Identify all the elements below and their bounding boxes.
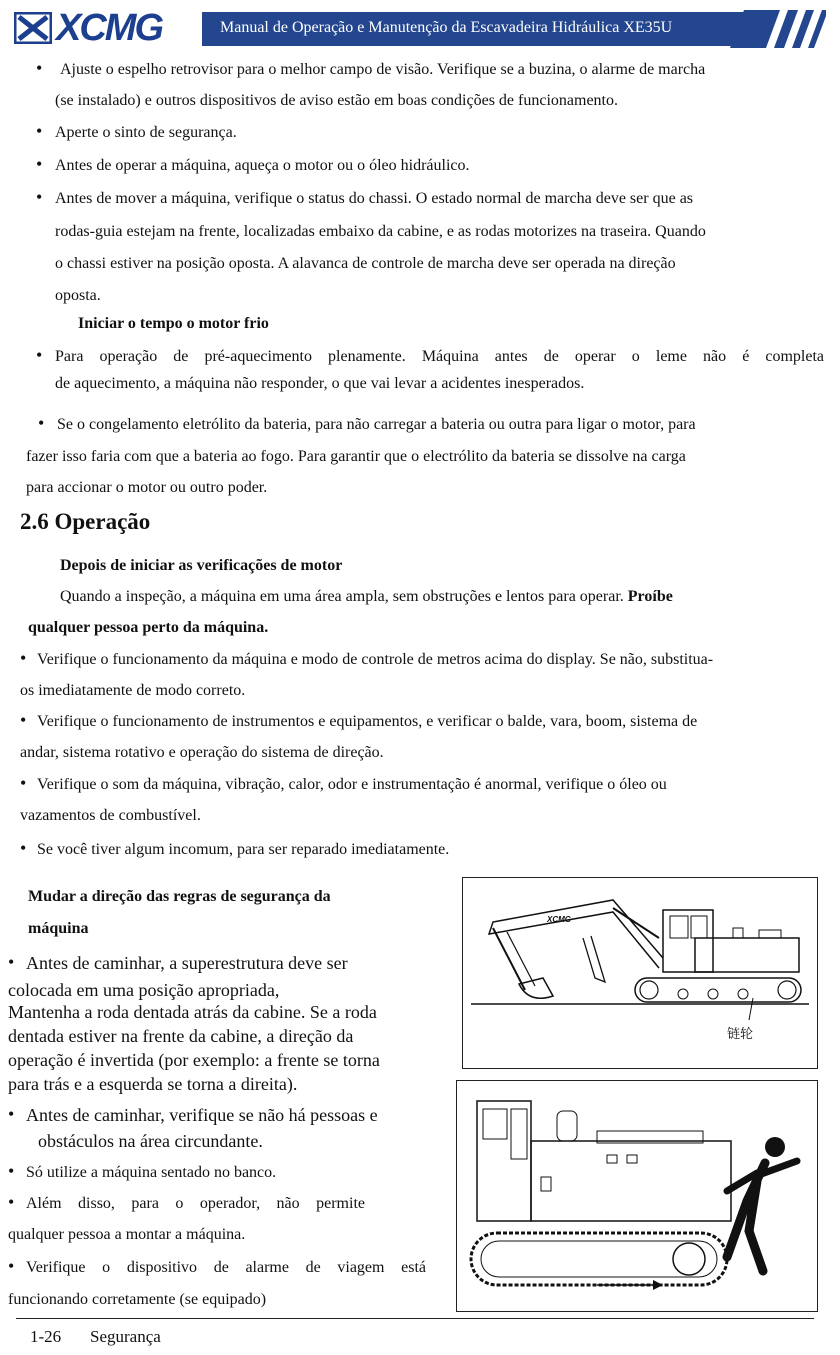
intro-text: Quando a inspeção, a máquina em uma área ampla, sem obstruções e lentos para operar. xyxy=(60,588,624,605)
cold-start-heading: Iniciar o tempo o motor frio xyxy=(78,315,269,332)
bullet: • xyxy=(20,648,27,668)
d1-line2: colocada em uma posição apropriada, xyxy=(8,980,280,1000)
section-title: 2.6 Operação xyxy=(20,509,151,534)
xcmg-logo xyxy=(14,8,196,48)
b4-line3: o chassi estiver na posição oposta. A alavanca de controle de marcha deve ser operada na direção xyxy=(55,255,676,272)
bullet: • xyxy=(36,58,43,78)
header-slashes-icon xyxy=(730,10,826,48)
section-intro-line1 xyxy=(60,587,673,607)
d5-line1: Verifique o dispositivo de alarme de viagem está xyxy=(26,1259,426,1276)
d1-line6: para trás e a esquerda se torna a direita). xyxy=(8,1074,298,1094)
d4-line1: Além disso, para o operador, não permite xyxy=(26,1195,365,1212)
intro-bold-a: Proíbe xyxy=(627,588,673,605)
section-subheading: Depois de iniciar as verificações de motor xyxy=(60,557,343,574)
travel-warning-drawing-icon xyxy=(457,1081,817,1311)
b5-line2: de aquecimento, a máquina não responder, o que vai levar a acidentes inesperados. xyxy=(55,375,585,392)
d5-line2: funcionando corretamente (se equipado) xyxy=(8,1291,267,1308)
direction-heading-line2: máquina xyxy=(28,920,89,937)
b6-line2: fazer isso faria com que a bateria ao fogo. Para garantir que o electrólito da bateria se dissolve na carga xyxy=(26,448,686,465)
c3-line1: Verifique o som da máquina, vibração, calor, odor e instrumentação é anormal, verifique o óleo ou xyxy=(37,776,667,793)
header-band xyxy=(202,12,762,46)
c4-text: Se você tiver algum incomum, para ser reparado imediatamente. xyxy=(37,841,450,858)
bullet: • xyxy=(8,1192,15,1212)
bullet: • xyxy=(36,121,43,141)
d2-line1: Antes de caminhar, verifique se não há pessoas e xyxy=(26,1105,378,1125)
d3-text: Só utilize a máquina sentado no banco. xyxy=(26,1164,277,1181)
excavator-drawing-icon xyxy=(463,878,817,1068)
sprocket-label: 链轮 xyxy=(727,1027,754,1042)
c1-line1: Verifique o funcionamento da máquina e modo de controle de metros acima do display. Se não, substitua- xyxy=(37,651,714,668)
boom-brand: XCMG xyxy=(547,915,571,924)
xcmg-emblem-icon xyxy=(14,12,52,44)
b2-text: Aperte o sinto de segurança. xyxy=(55,124,237,141)
c3-line2: vazamentos de combustível. xyxy=(20,807,201,824)
section-intro-line2: qualquer pessoa perto da máquina. xyxy=(28,619,269,636)
d2-line2: obstáculos na área circundante. xyxy=(38,1131,263,1151)
footer-rule xyxy=(16,1318,814,1319)
d1-line5: operação é invertida (por exemplo: a frente se torna xyxy=(8,1050,380,1070)
b5-line1: Para operação de pré-aquecimento plenamente. Máquina antes de operar o leme não é completa xyxy=(55,348,824,365)
bullet: • xyxy=(8,1104,15,1124)
b1-line1: Ajuste o espelho retrovisor para o melhor campo de visão. Verifique se a buzina, o alarme de marcha xyxy=(60,61,706,78)
b6-line1: Se o congelamento eletrólito da bateria, para não carregar a bateria ou outra para ligar o motor, para xyxy=(57,416,696,433)
b4-line1: Antes de mover a máquina, verifique o status do chassi. O estado normal de marcha deve ser que as xyxy=(55,190,694,207)
bullet: • xyxy=(38,413,45,433)
logo-wordmark: XCMG xyxy=(56,6,162,49)
bullet: • xyxy=(20,838,27,858)
b3-text: Antes de operar a máquina, aqueça o motor ou o óleo hidráulico. xyxy=(55,157,470,174)
figure-excavator-side xyxy=(462,877,818,1069)
bullet: • xyxy=(36,187,43,207)
c2-line1: Verifique o funcionamento de instrumentos e equipamentos, e verificar o balde, vara, boom, sistema de xyxy=(37,713,698,730)
page-header xyxy=(14,8,826,48)
footer-page-number: 1-26 xyxy=(30,1327,62,1346)
bullet: • xyxy=(8,952,15,972)
figure-travel-warning xyxy=(456,1080,818,1312)
bullet: • xyxy=(36,345,43,365)
bullet: • xyxy=(20,710,27,730)
d1-line4: dentada estiver na frente da cabine, a direção da xyxy=(8,1026,354,1046)
b1-line2: (se instalado) e outros dispositivos de aviso estão em boas condições de funcionamento. xyxy=(55,92,618,109)
header-title: Manual de Operação e Manutenção da Escavadeira Hidráulica XE35U xyxy=(220,19,673,36)
footer-section: Segurança xyxy=(90,1327,161,1346)
bullet: • xyxy=(8,1161,15,1181)
b4-line2: rodas-guia estejam na frente, localizadas embaixo da cabine, e as rodas motorizes na traseira. Quando xyxy=(55,223,706,240)
bullet: • xyxy=(20,773,27,793)
c2-line2: andar, sistema rotativo e operação do sistema de direção. xyxy=(20,744,384,761)
d4-line2: qualquer pessoa a montar a máquina. xyxy=(8,1226,246,1243)
bullet: • xyxy=(36,154,43,174)
bullet: • xyxy=(8,1256,15,1276)
b4-line4: oposta. xyxy=(55,287,101,304)
direction-heading-line1: Mudar a direção das regras de segurança da xyxy=(28,888,331,905)
b6-line3: para accionar o motor ou outro poder. xyxy=(26,479,268,496)
c1-line2: os imediatamente de modo correto. xyxy=(20,682,246,699)
d1-line1: Antes de caminhar, a superestrutura deve ser xyxy=(26,953,348,973)
d1-line3: Mantenha a roda dentada atrás da cabine. Se a roda xyxy=(8,1002,377,1022)
